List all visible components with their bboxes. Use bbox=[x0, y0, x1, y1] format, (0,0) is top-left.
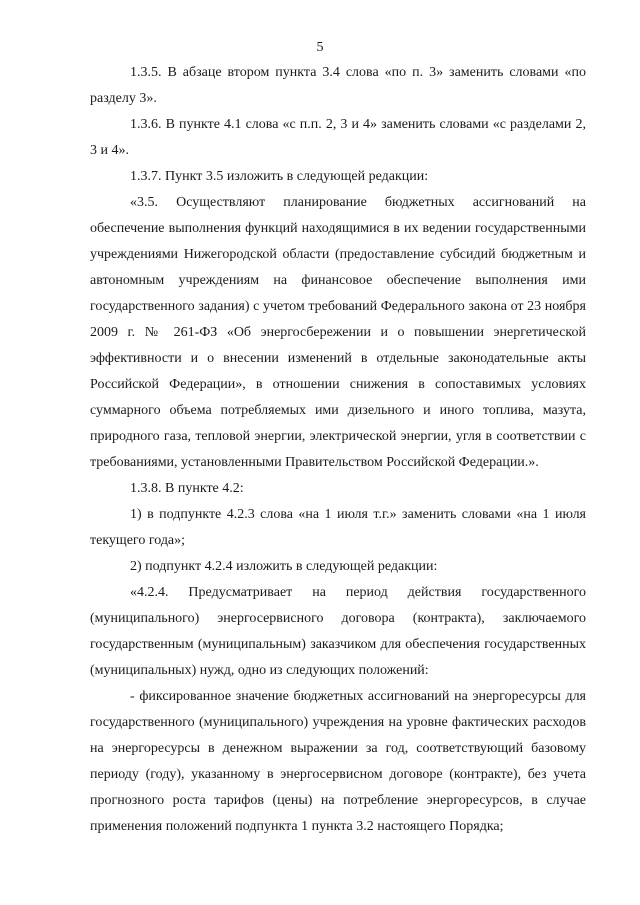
paragraph-subitem-2: 2) подпункт 4.2.4 изложить в следующей редакции: bbox=[130, 559, 438, 574]
paragraph-subitem-1: 1) в подпункте 4.2.3 слова «на 1 июля т.г.» заменить словами «на 1 июля текущего года»; bbox=[90, 507, 586, 548]
paragraph-3-5-quote: «3.5. Осуществляют планирование бюджетных ассигнований на обеспечение выполнения функций находящимися в их ведении государственными учреждениями Нижегородской области (предоставление субсидий бюджетным и автономным учреждениям на финансовое обеспечение выполнения ими государственного задания) с учетом требований Федерального закона от 23 ноября 2009 г. № 261-ФЗ «Об энергосбережении и о повышении энергетической эффективности и о внесении изменений в отдельные законодательные акты Российской Федерации», в отношении снижения в сопоставимых условиях суммарного объема потребляемых ими дизельного и иного топлива, мазута, природного газа, тепловой энергии, электрической энергии, угля в соответствии с требованиями, установленными Правительством Российской Федерации.». bbox=[90, 195, 586, 470]
document-body bbox=[90, 60, 586, 840]
paragraph-dash-item: - фиксированное значение бюджетных ассигнований на энергоресурсы для государственного (муниципального) учреждения на уровне фактических расходов на энергоресурсы в денежном выражении за год, соответствующий базовому периоду (году), указанному в энергосервисном договоре (контракте), без учета прогнозного роста тарифов (цены) на потребление энергоресурсов, в случае применения положений подпункта 1 пункта 3.2 настоящего Порядка; bbox=[90, 689, 586, 834]
paragraph-1-3-7: 1.3.7. Пункт 3.5 изложить в следующей редакции: bbox=[130, 169, 429, 184]
paragraph-1-3-8: 1.3.8. В пункте 4.2: bbox=[130, 481, 244, 496]
page-number: 5 bbox=[316, 40, 324, 55]
paragraph-1-3-6: 1.3.6. В пункте 4.1 слова «с п.п. 2, 3 и 4» заменить словами «с разделами 2, 3 и 4». bbox=[90, 117, 586, 158]
paragraph-1-3-5: 1.3.5. В абзаце втором пункта 3.4 слова «по п. 3» заменить словами «по разделу 3». bbox=[90, 65, 586, 106]
paragraph-4-2-4-quote: «4.2.4. Предусматривает на период действия государственного (муниципального) энергосервисного договора (контракта), заключаемого государственным (муниципальным) заказчиком для обеспечения государственных (муниципальных) нужд, одно из следующих положений: bbox=[90, 585, 586, 678]
